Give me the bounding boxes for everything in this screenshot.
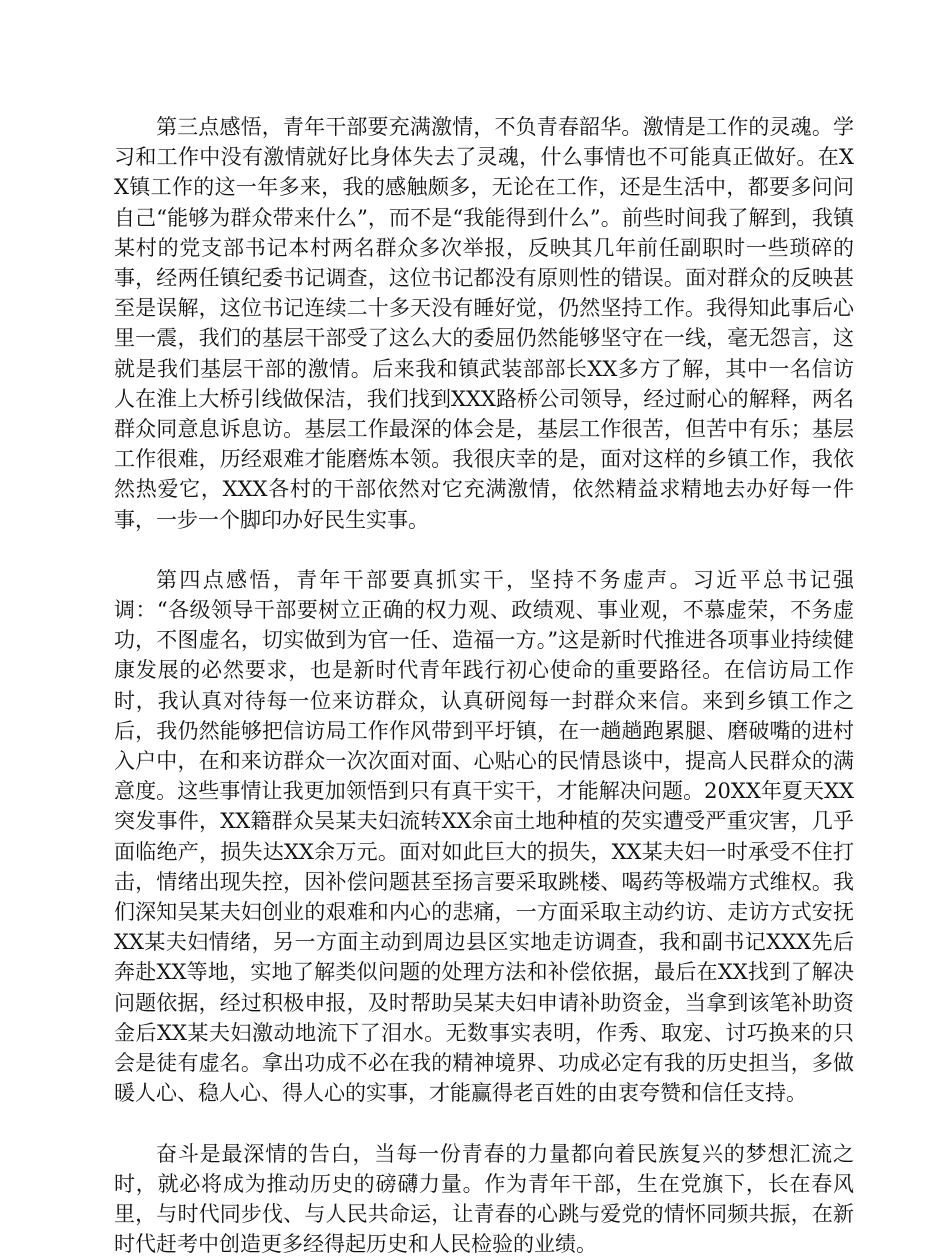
document-body	[114, 112, 854, 1259]
paragraph-third-insight: 第三点感悟，青年干部要充满激情，不负青春韶华。激情是工作的灵魂。学习和工作中没有激情就好比身体失去了灵魂，什么事情也不可能真正做好。在XX镇工作的这一年多来，我的感触颇多，无论在工作，还是生活中，都要多问问自己“能够为群众带来什么”，而不是“我能得到什么”。前些时间我了解到，我镇某村的党支部书记本村两名群众多次举报，反映其几年前任副职时一些琐碎的事，经两任镇纪委书记调查，这位书记都没有原则性的错误。面对群众的反映甚至是误解，这位书记连续二十多天没有睡好觉，仍然坚持工作。我得知此事后心里一震，我们的基层干部受了这么大的委屈仍然能够坚守在一线，毫无怨言，这就是我们基层干部的激情。后来我和镇武装部部长XX多方了解，其中一名信访人在淮上大桥引线做保洁，我们找到XXX路桥公司领导，经过耐心的解释，两名群众同意息诉息访。基层工作最深的体会是，基层工作很苦，但苦中有乐；基层工作很难，历经艰难才能磨炼本领。我很庆幸的是，面对这样的乡镇工作，我依然热爱它，XXX各村的干部依然对它充满激情，依然精益求精地去办好每一件事，一步一个脚印办好民生实事。	[114, 112, 854, 535]
paragraph-fourth-insight: 第四点感悟，青年干部要真抓实干，坚持不务虚声。习近平总书记强调：“各级领导干部要树立正确的权力观、政绩观、事业观，不慕虚荣，不务虚功，不图虚名，切实做到为官一任、造福一方。”这是新时代推进各项事业持续健康发展的必然要求，也是新时代青年践行初心使命的重要路径。在信访局工作时，我认真对待每一位来访群众，认真研阅每一封群众来信。来到乡镇工作之后，我仍然能够把信访局工作作风带到平圩镇，在一趟趟跑累腿、磨破嘴的进村入户中，在和来访群众一次次面对面、心贴心的民情恳谈中，提高人民群众的满意度。这些事情让我更加领悟到只有真干实干，才能解决问题。20XX年夏天XX突发事件，XX籍群众吴某夫妇流转XX余亩土地种植的芡实遭受严重灾害，几乎面临绝产，损失达XX余万元。面对如此巨大的损失，XX某夫妇一时承受不住打击，情绪出现失控，因补偿问题甚至扬言要采取跳楼、喝药等极端方式维权。我们深知吴某夫妇创业的艰难和内心的悲痛，一方面采取主动约访、走访方式安抚XX某夫妇情绪，另一方面主动到周边县区实地走访调查，我和副书记XXX先后奔赴XX等地，实地了解类似问题的处理方法和补偿依据，最后在XX找到了解决问题依据，经过积极申报，及时帮助吴某夫妇申请补助资金，当拿到该笔补助资金后XX某夫妇激动地流下了泪水。无数事实表明，作秀、取宠、讨巧换来的只会是徒有虚名。拿出功成不必在我的精神境界、功成必定有我的历史担当，多做暖人心、稳人心、得人心的实事，才能赢得老百姓的由衷夸赞和信任支持。	[114, 565, 854, 1109]
paragraph-conclusion: 奋斗是最深情的告白，当每一份青春的力量都向着民族复兴的梦想汇流之时，就必将成为推动历史的磅礴力量。作为青年干部，生在党旗下，长在春风里，与时代同步伐、与人民共命运，让青春的心跳与爱党的情怀同频共振，在新时代赶考中创造更多经得起历史和人民检验的业绩。	[114, 1139, 854, 1259]
